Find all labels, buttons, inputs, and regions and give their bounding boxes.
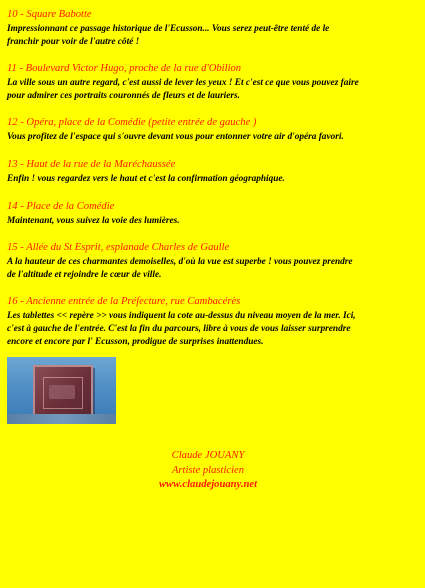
- stop-16: [7, 295, 419, 348]
- stop-description: [7, 77, 419, 102]
- stop-title: 11 - Boulevard Victor Hugo, proche de la rue d'Obilion: [7, 63, 242, 75]
- stop-11: [7, 62, 419, 102]
- stop-15: [7, 241, 419, 281]
- text-line: Maintenant, vous suivez la voie des lumières.: [7, 215, 180, 226]
- stop-title: 14 - Place de la Comédie: [7, 200, 115, 212]
- text-line: Impressionnant ce passage historique de l'Ecusson... Vous serez peut-être tenté de le: [7, 24, 330, 34]
- stop-title: 16 - Ancienne entrée de la Préfecture, rue Cambacérès: [7, 296, 241, 308]
- stop-12: [7, 116, 419, 144]
- text-line: franchir pour voir de l'autre côté !: [7, 36, 140, 47]
- stop-10: [7, 8, 419, 48]
- text-line: pour admirer ces portraits couronnés de fleurs et de lauriers.: [7, 90, 240, 101]
- elevation-plaque-photo: [7, 357, 116, 424]
- text-line: encore et encore par l' Ecusson, prodigue de surprises inattendues.: [7, 336, 264, 347]
- stop-description: [7, 215, 419, 228]
- stop-description: [7, 173, 419, 186]
- stop-title: 15 - Allée du St Esprit, esplanade Charles de Gaulle: [7, 242, 230, 254]
- itinerary-list: [7, 8, 419, 362]
- stop-14: [7, 200, 419, 228]
- text-line: Enfin ! vous regardez vers le haut et c'est la confirmation géographique.: [7, 173, 285, 184]
- stop-title: 13 - Haut de la rue de la Maréchaussée: [7, 158, 176, 170]
- text-line: c'est à gauche de l'entrée. C'est la fin du parcours, libre à vous de vous laisser surprendre: [7, 323, 351, 334]
- stop-13: [7, 158, 419, 186]
- wall-stone: [7, 414, 116, 424]
- stop-description: [7, 256, 419, 281]
- plaque-image: [33, 365, 93, 421]
- text-line: La ville sous un autre regard, c'est aussi de lever les yeux ! Et c'est ce que vous pouvez faire: [7, 78, 359, 89]
- artist-role: Artiste plasticien: [171, 464, 245, 476]
- text-line: Vous profitez de l'espace qui s'ouvre devant vous pour entonner votre air d'opéra favori.: [7, 132, 344, 143]
- stop-title: 10 - Square Babotte: [7, 9, 92, 20]
- artist-signature: [0, 449, 414, 493]
- website-link[interactable]: www.claudejouany.net: [158, 479, 258, 490]
- stop-title: 12 - Opéra, place de la Comédie (petite entrée de gauche ): [7, 117, 257, 129]
- stop-description: [7, 310, 419, 348]
- text-line: de l'altitude et rejoindre le cœur de ville.: [7, 269, 162, 280]
- stop-description: [7, 23, 419, 48]
- text-line: A la hauteur de ces charmantes demoiselles, d'où la vue est superbe ! vous pouvez prendre: [7, 257, 353, 268]
- artist-name: Claude JOUANY: [171, 450, 245, 461]
- stop-description: [7, 131, 419, 144]
- text-line: Les tablettes << repère >> vous indiquent la cote au-dessus du niveau moyen de la mer. Ici,: [7, 311, 356, 322]
